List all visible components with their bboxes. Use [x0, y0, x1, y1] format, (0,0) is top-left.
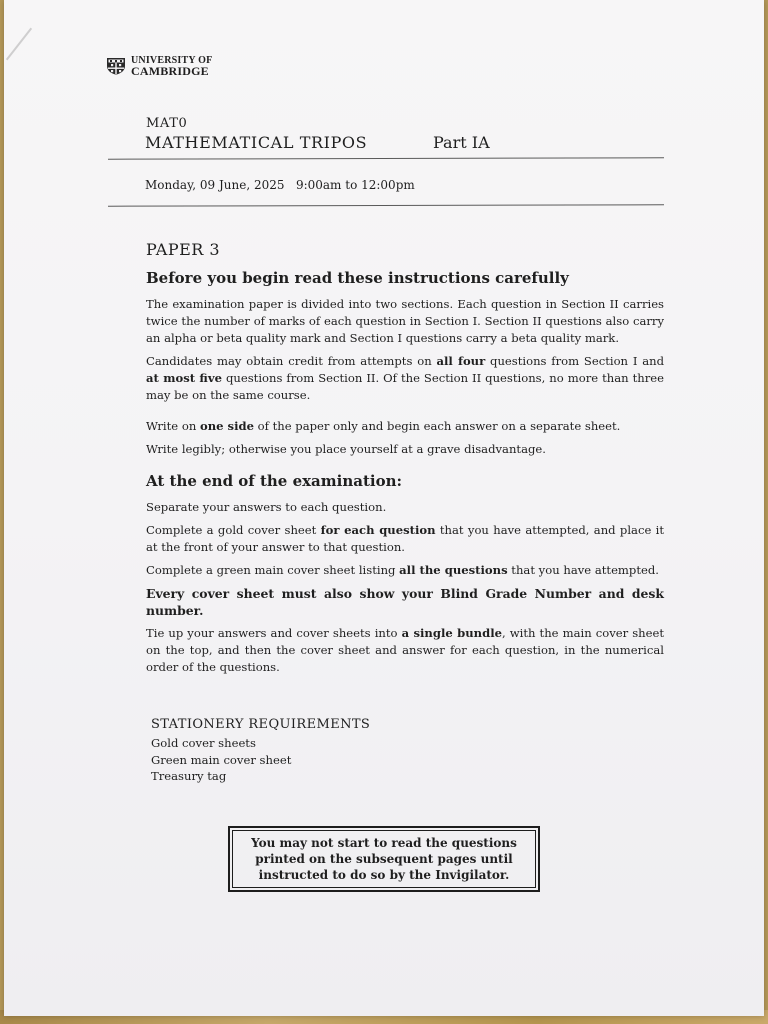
tripos-title: MATHEMATICAL TRIPOS — [145, 133, 368, 152]
end-paragraph-gold-sheet: Complete a gold cover sheet for each question that you have attempted, and place it at the front of your answer to that question. — [146, 523, 665, 554]
invigilator-notice-text — [232, 830, 536, 888]
stationery-item: Green main cover sheet — [151, 752, 292, 767]
instructions-body — [146, 240, 664, 682]
university-logo — [106, 56, 212, 76]
instructions-paragraph-legibly: Write legibly; otherwise you place yourself at a grave disadvantage. — [146, 442, 546, 456]
end-of-exam-heading: At the end of the examination: — [146, 472, 403, 490]
notice-line-1: You may not start to read the questions — [251, 836, 517, 850]
end-paragraph-bundle: Tie up your answers and cover sheets into a single bundle, with the main cover sheet on the top, and then the cover sheet and answer for each question, in the numerical order of the questions. — [146, 626, 665, 674]
instructions-paragraph-credit: Candidates may obtain credit from attempts on all four questions from Section I and at most five questions from Section II. Of the Section II questions, no more than three may be on the same course. — [146, 354, 665, 402]
end-paragraph-separate: Separate your answers to each question. — [146, 500, 387, 514]
part-label: Part IA — [433, 133, 490, 152]
notice-line-3: instructed to do so by the Invigilator. — [258, 868, 510, 882]
stationery-requirements — [151, 717, 370, 785]
instructions-paragraph-sections: The examination paper is divided into two sections. Each question in Section II carries twice the number of marks of each question in Section I. Section II questions also carry an alpha or beta quality mark and Section I questions carry a beta quality mark. — [146, 297, 664, 345]
notice-line-2: printed on the subsequent pages until — [255, 852, 513, 866]
exam-date-time: Monday, 09 June, 2025 9:00am to 12:00pm — [145, 178, 415, 192]
logo-line-2: CAMBRIDGE — [131, 64, 209, 78]
invigilator-notice-box — [228, 826, 540, 892]
instructions-paragraph-one-side: Write on one side of the paper only and begin each answer on a separate sheet. — [146, 419, 621, 433]
paper-code: MAT0 — [146, 116, 188, 131]
logo-wordmark — [131, 56, 212, 76]
instructions-heading: Before you begin read these instructions carefully — [146, 269, 569, 287]
stationery-item: Gold cover sheets — [151, 736, 256, 750]
stationery-title: STATIONERY REQUIREMENTS — [151, 717, 371, 732]
end-paragraph-blind-grade: Every cover sheet must also show your Blind Grade Number and desk number. — [146, 586, 664, 618]
end-paragraph-green-sheet: Complete a green main cover sheet listing all the questions that you have attempted. — [146, 563, 659, 577]
paper-number: PAPER 3 — [146, 240, 221, 259]
logo-line-1: UNIVERSITY OF — [131, 55, 213, 66]
paper-crease — [6, 28, 32, 61]
stationery-item: Treasury tag — [151, 769, 227, 783]
cambridge-crest-icon — [106, 57, 126, 75]
